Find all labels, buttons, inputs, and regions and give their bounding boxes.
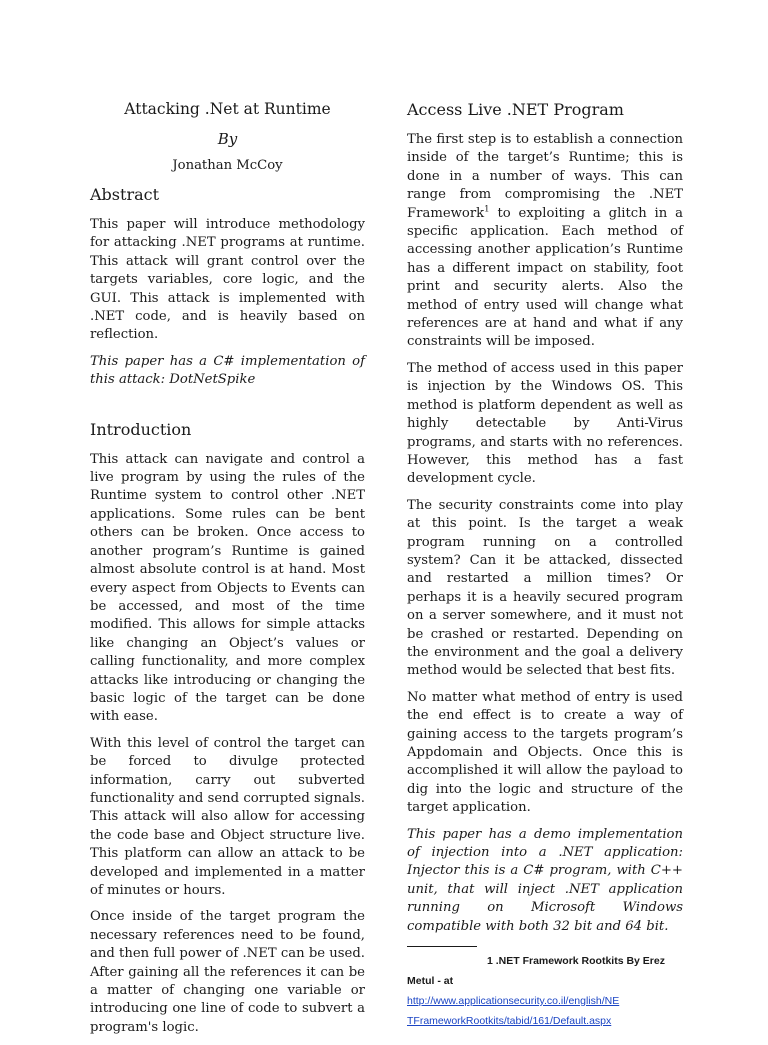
footnote-rule [407, 946, 477, 947]
paper-title: Attacking .Net at Runtime [124, 100, 331, 118]
access-live-heading: Access Live .NET Program [407, 100, 624, 119]
access-paragraph-4: No matter what method of entry is used the end effect is to create a way of gaining access to the targets program’s Appdomain and Objects. Once this is accomplished it will allow the payload to dig into the logic and structure of the target application. [407, 689, 683, 816]
intro-paragraph-2: With this level of control the target can be forced to divulge protected information, carry out subverted functionality and send corrupted signals. This attack will also allow for accessing the code base and Object structure live. This platform can allow an attack to be developed and implemented in a matter of minutes or hours. [90, 735, 365, 898]
byline: By [217, 130, 238, 148]
access-paragraph-3: The security constraints come into play at this point. Is the target a weak program running on a controlled system? Can it be attacked, dissected and restarted a million times? Or perhaps it is a heavily secured program on a server somewhere, and it must not be crashed or restarted. Depending on the environment and the goal a delivery method would be selected that best fits. [407, 497, 683, 679]
footnote-link-part-2[interactable]: TFrameworkRootkits/tabid/161/Default.aspx [407, 1015, 612, 1028]
left-column [90, 96, 365, 1045]
intro-paragraph-1: This attack can navigate and control a live program by using the rules of the Runtime system to control other .NET applications. Some rules can be bent others can be broken. Once access to another program’s Runtime is gained almost absolute control is at hand. Most every aspect from Objects to Events can be accessed, and most of the time modified. This allows for simple attacks like changing an Object’s values or calling functionality, and more complex attacks like introducing or changing the basic logic of the target can be done with ease. [90, 451, 365, 725]
introduction-heading: Introduction [90, 419, 192, 439]
abstract-paragraph: This paper will introduce methodology for attacking .NET programs at runtime. This attack will grant control over the targets variables, core logic, and the GUI. This attack is implemented with .NET code, and is heavily based on reflection. [90, 217, 365, 343]
author-name: Jonathan McCoy [172, 158, 283, 173]
intro-paragraph-3: Once inside of the target program the necessary references need to be found, and then full power of .NET can be used. After gaining all the references it can be a matter of changing one variable or introducing one line of code to subvert a program's logic. [90, 909, 365, 1035]
footnote [407, 951, 683, 1031]
footnote-link-part-1[interactable]: http://www.applicationsecurity.co.il/english/NE [407, 995, 620, 1008]
access-paragraph-1: The first step is to establish a connection inside of the target’s Runtime; this is done in a number of ways. This can range from compromising the .NET Framework$^1$ to exploiting a glitch in a specific application. Each method of accessing another application’s Runtime has a different impact on stability, foot print and security alerts. Also the method of entry used will change what references are at hand and what if any constraints will be imposed. [407, 132, 683, 350]
access-paragraph-2: The method of access used in this paper is injection by the Windows OS. This method is platform dependent as well as highly detectable by Anti-Virus programs, and starts with no references. However, this method has a fast development cycle. [407, 360, 683, 487]
footnote-marker: 1 [484, 204, 490, 215]
abstract-implementation-note: This paper has a C# implementation of this attack: DotNetSpike [90, 353, 365, 388]
right-column [407, 96, 683, 1031]
demo-implementation-note: This paper has a demo implementation of injection into a .NET application: Injector this is a C# program, with C++ unit, that will inject .NET application running on Microsoft Windows compatible with both 32 bit and 64 bit. [407, 826, 683, 934]
footnote-citation-cont: Metul - at [407, 975, 454, 988]
abstract-heading: Abstract [90, 185, 160, 204]
footnote-citation: 1 .NET Framework Rootkits By Erez [487, 955, 665, 968]
